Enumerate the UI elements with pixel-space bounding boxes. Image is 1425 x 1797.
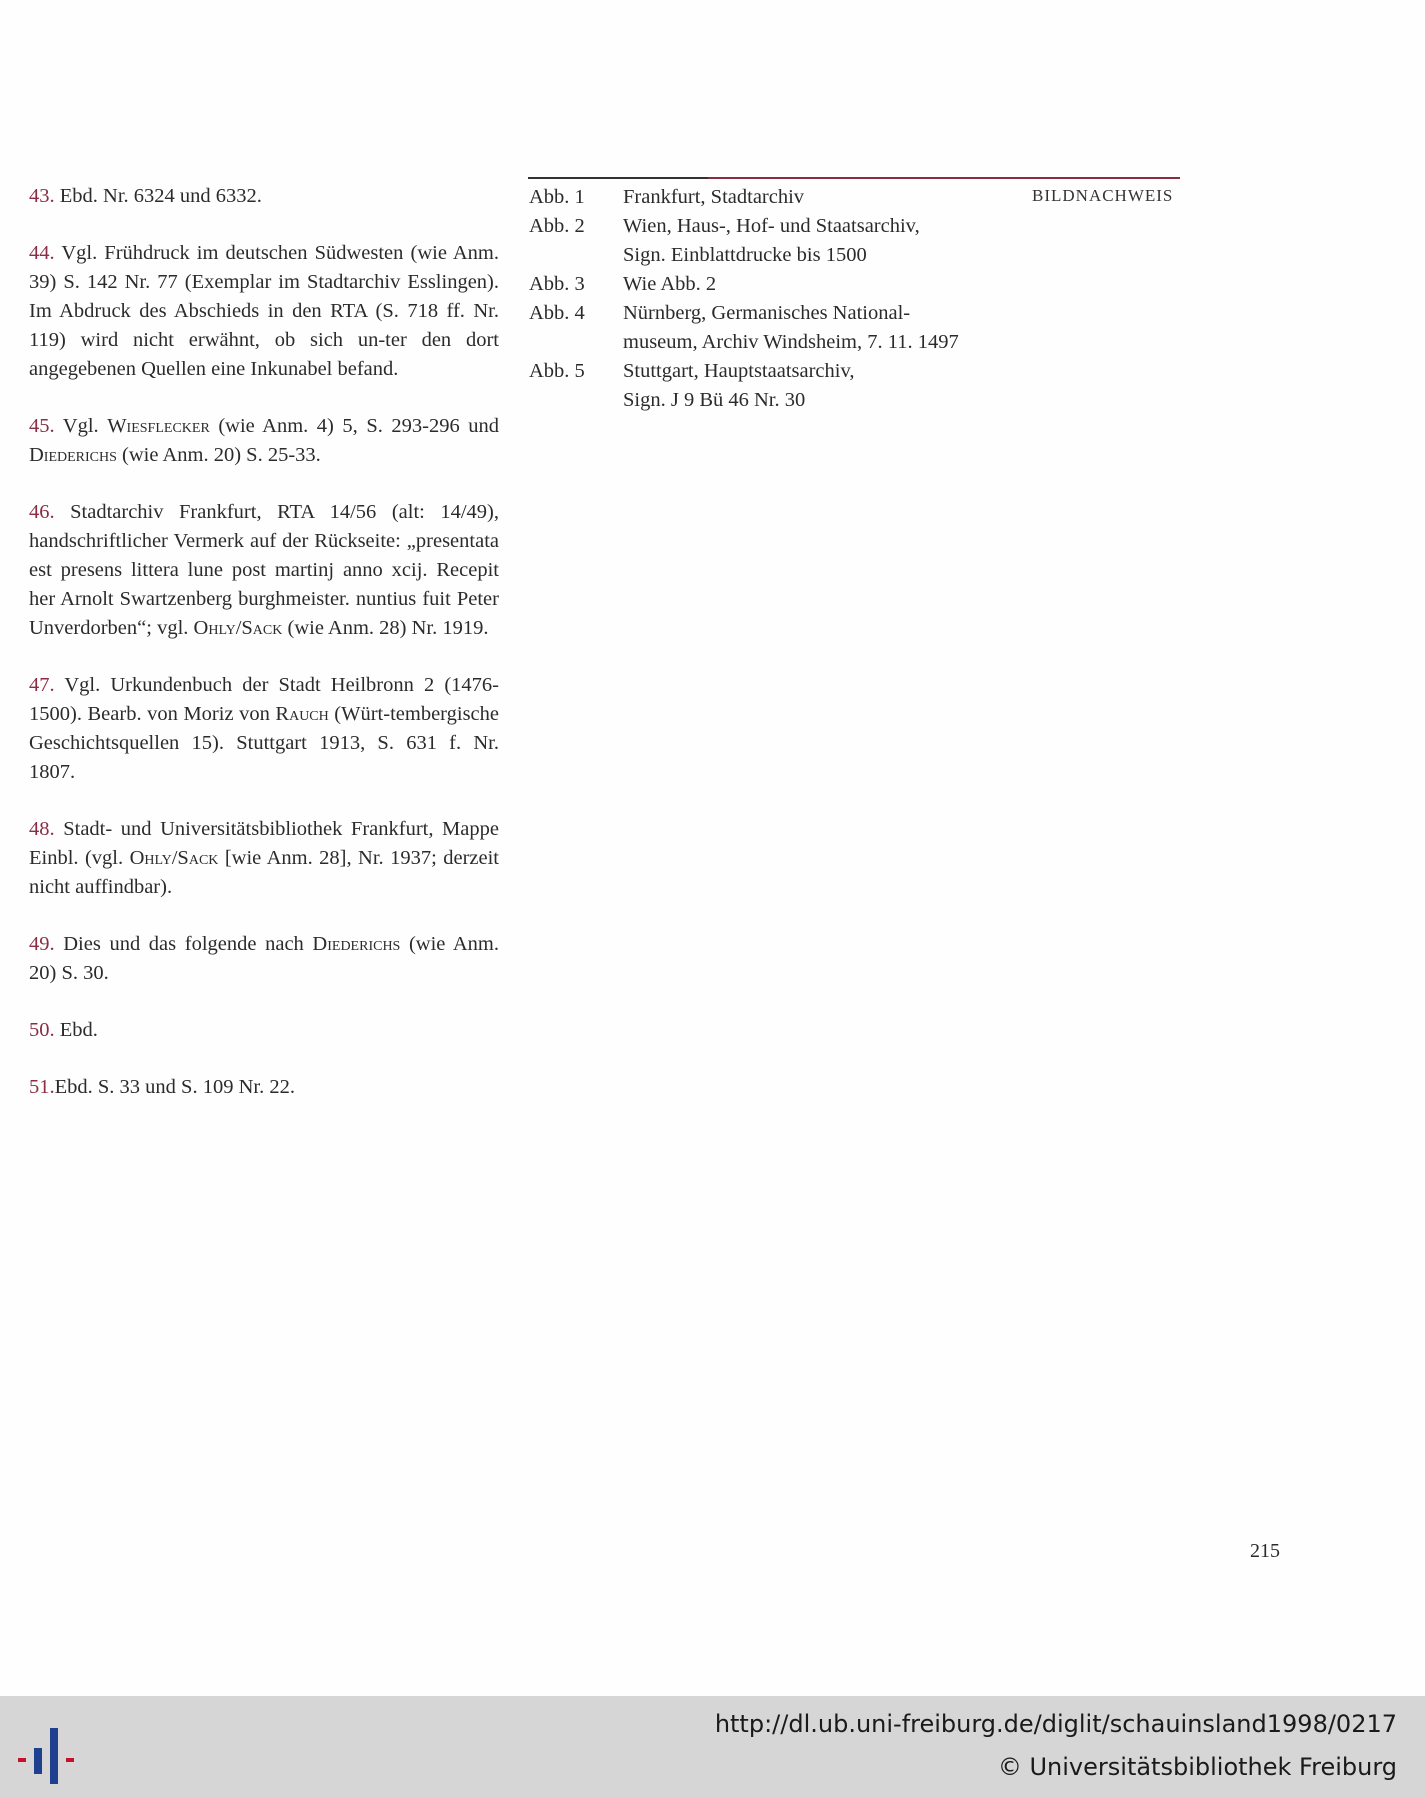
credit-entry — [529, 212, 1029, 270]
footnote-number: 43. — [29, 185, 55, 207]
footnote — [29, 498, 499, 643]
footnote — [29, 930, 499, 988]
footnote-text: (wie Anm. 4) 5, S. 293-296 und — [209, 415, 499, 437]
footnote-text: (wie Anm. 28) Nr. 1919. — [282, 617, 489, 639]
credit-line: Frankfurt, Stadtarchiv — [623, 186, 805, 208]
credit-source — [623, 270, 1029, 299]
credit-label: Abb. 3 — [529, 273, 585, 295]
credit-source — [623, 183, 1029, 212]
footnote-text: Vgl. — [54, 415, 108, 437]
footnote-number: 45. — [29, 415, 55, 437]
footnote-text: Stadtarchiv Frankfurt, RTA 14/56 (alt: 14/49), handschriftlicher Vermerk auf der Rückseite: „presentata est presens littera lune post martinj anno xcij. Recepit her Arnolt Swartzenberg burghmeister. nuntius fuit Peter Unverdorben“; vgl. — [29, 501, 499, 639]
credit-line: museum, Archiv Windsheim, 7. 11. 1497 — [623, 331, 959, 353]
author-name: Wiesflecker — [107, 415, 210, 437]
image-credits-list — [529, 183, 1029, 415]
footnote-text: [wie Anm. 28], Nr. 1937; derzeit nicht auffindbar). — [29, 847, 499, 898]
footnote-text: Ebd. S. 33 und S. 109 Nr. 22. — [54, 1076, 295, 1098]
credit-entry — [529, 299, 1029, 357]
ub-freiburg-logo-icon — [18, 1714, 88, 1784]
author-name: Rauch — [275, 703, 329, 725]
footnote-number: 51. — [29, 1076, 55, 1098]
footnote-number: 48. — [29, 818, 55, 840]
credit-label: Abb. 2 — [529, 215, 585, 237]
credit-entry — [529, 357, 1029, 415]
footnote-text: Dies und das folgende nach — [54, 933, 313, 955]
footnote — [29, 1016, 499, 1045]
footnote-text: Stadt- und Universitätsbibliothek Frankfurt, Mappe Einbl. (vgl. — [29, 818, 499, 869]
copyright-notice: © Universitätsbibliothek Freiburg — [997, 1753, 1397, 1781]
credit-entry — [529, 183, 1029, 212]
credit-source — [623, 357, 1029, 415]
permalink-url[interactable]: http://dl.ub.uni-freiburg.de/diglit/schauinsland1998/0217 — [714, 1710, 1397, 1738]
footnote-number: 49. — [29, 933, 55, 955]
footnote-text: (wie Anm. 20) S. 30. — [29, 933, 500, 984]
section-heading-bildnachweis: BILDNACHWEIS — [1032, 186, 1174, 205]
credit-source — [623, 212, 1029, 270]
credit-label: Abb. 5 — [529, 360, 585, 382]
footnote-text: Ebd. Nr. 6324 und 6332. — [54, 185, 262, 207]
credit-source — [623, 299, 1029, 357]
credit-label: Abb. 4 — [529, 302, 585, 324]
footnote-text: Vgl. Frühdruck im deutschen Südwesten (wie Anm. 39) S. 142 Nr. 77 (Exemplar im Stadtarchiv Esslingen). Im Abdruck des Abschieds in den RTA (S. 718 ff. Nr. 119) wird nicht erwähnt, ob sich un-ter den dort angegebenen Quellen eine Inkunabel befand. — [29, 242, 499, 380]
credit-line: Wien, Haus-, Hof- und Staatsarchiv, — [623, 215, 920, 237]
page-number: 215 — [1250, 1540, 1280, 1562]
credit-line: Sign. Einblattdrucke bis 1500 — [623, 244, 867, 266]
footnote — [29, 412, 499, 470]
footnote — [29, 1073, 499, 1102]
footnote — [29, 182, 499, 211]
credit-entry — [529, 270, 1029, 299]
credit-label: Abb. 1 — [529, 186, 585, 208]
footnotes-column — [29, 182, 499, 1130]
author-name: Ohly/Sack — [193, 617, 283, 639]
footnote-text: (Würt-tembergische Geschichtsquellen 15). Stuttgart 1913, S. 631 f. Nr. 1807. — [29, 703, 499, 783]
footnote-number: 44. — [29, 242, 55, 264]
footnote-number: 46. — [29, 501, 55, 523]
credits-rule — [528, 177, 1180, 179]
author-name: Diederichs — [29, 444, 117, 466]
credit-line: Nürnberg, Germanisches National- — [623, 302, 911, 324]
footnote — [29, 671, 499, 787]
footnote-text: Vgl. Urkundenbuch der Stadt Heilbronn 2 (1476-1500). Bearb. von Moriz von — [29, 674, 499, 725]
credit-line: Stuttgart, Hauptstaatsarchiv, — [623, 360, 855, 382]
footnote-number: 50. — [29, 1019, 55, 1041]
footnote — [29, 815, 499, 902]
credit-line: Wie Abb. 2 — [623, 273, 717, 295]
author-name: Diederichs — [312, 933, 401, 955]
footnote-text: (wie Anm. 20) S. 25-33. — [116, 444, 321, 466]
footnote-number: 47. — [29, 674, 55, 696]
footnote — [29, 239, 499, 384]
footnote-text: Ebd. — [54, 1019, 98, 1041]
author-name: Ohly/Sack — [129, 847, 219, 869]
credit-line: Sign. J 9 Bü 46 Nr. 30 — [623, 389, 806, 411]
footer-bar — [0, 1696, 1425, 1797]
